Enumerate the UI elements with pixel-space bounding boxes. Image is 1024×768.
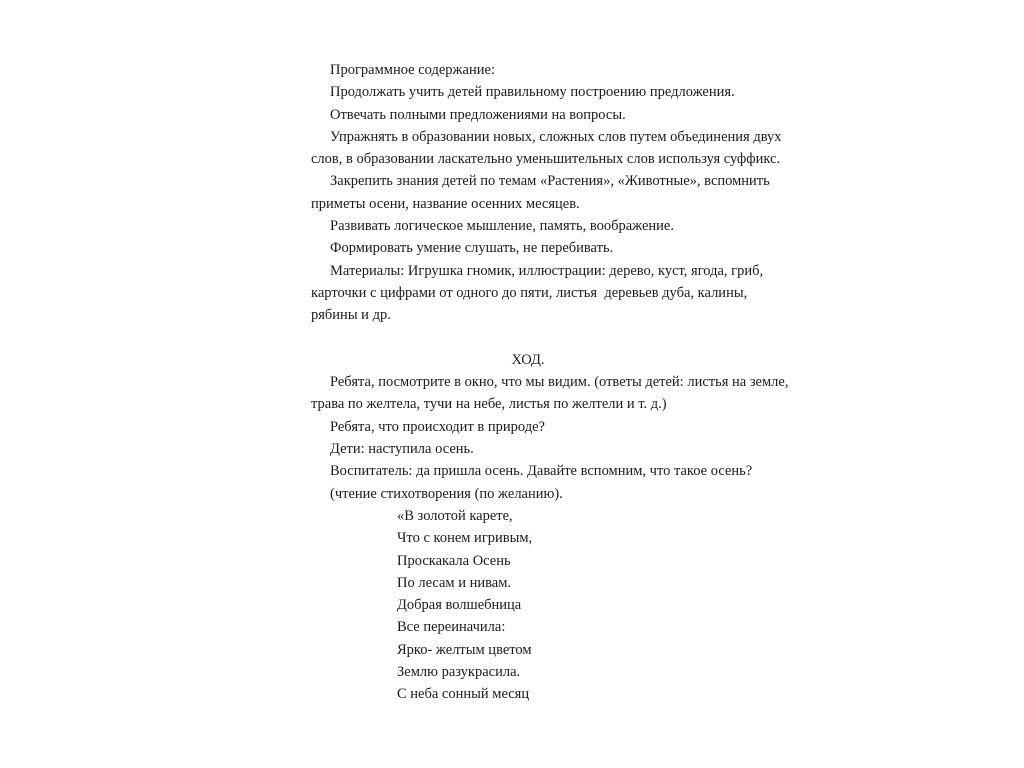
poem-line: Ярко- желтым цветом bbox=[397, 641, 532, 658]
text-line: трава по желтела, тучи на небе, листья по желтели и т. д.) bbox=[311, 396, 667, 413]
text-line: Программное содержание: bbox=[330, 62, 495, 78]
poem-line: «В золотой карете, bbox=[397, 507, 513, 524]
blank-line bbox=[311, 327, 745, 349]
text-line: Упражнять в образовании новых, сложных слов путем объединения двух bbox=[330, 128, 782, 145]
text-line: (чтение стихотворения (по желанию). bbox=[330, 485, 563, 502]
text-line: слов, в образовании ласкательно уменьшительных слов используя суффикс. bbox=[311, 151, 781, 168]
text-line: Ребята, что происходит в природе? bbox=[330, 418, 545, 435]
section-heading: ХОД. bbox=[511, 351, 545, 368]
document-text-block bbox=[311, 59, 789, 706]
poem-line: Землю разукрасила. bbox=[397, 664, 521, 681]
poem-line: Добрая волшебница bbox=[397, 597, 522, 614]
text-line: приметы осени, название осенних месяцев. bbox=[311, 195, 580, 212]
text-line: Развивать логическое мышление, память, воображение. bbox=[330, 218, 674, 235]
text-line: Ребята, посмотрите в окно, что мы видим. (ответы детей: листья на земле, bbox=[330, 374, 789, 391]
text-line: рябины и др. bbox=[311, 307, 391, 324]
text-line: Закрепить знания детей по темам «Растения», «Животные», вспомнить bbox=[330, 173, 770, 190]
poem-line: Что с конем игривым, bbox=[397, 530, 533, 547]
text-line: Отвечать полными предложениями на вопросы. bbox=[330, 106, 626, 123]
text-line: Формировать умение слушать, не перебивать. bbox=[330, 240, 614, 257]
text-line: Материалы: Игрушка гномик, иллюстрации: дерево, куст, ягода, гриб, bbox=[330, 262, 764, 279]
text-line: Продолжать учить детей правильному построению предложения. bbox=[330, 84, 735, 101]
poem-line: Все переиначила: bbox=[397, 619, 506, 636]
text-line: Дети: наступила осень. bbox=[330, 441, 474, 458]
text-line: Воспитатель: да пришла осень. Давайте вспомним, что такое осень? bbox=[330, 463, 753, 480]
text-line: карточки с цифрами от одного до пяти, листья деревьев дуба, калины, bbox=[311, 284, 748, 301]
poem-line: По лесам и нивам. bbox=[397, 574, 512, 591]
poem-line: С неба сонный месяц bbox=[397, 686, 530, 703]
poem-line: Проскакала Осень bbox=[397, 552, 511, 569]
